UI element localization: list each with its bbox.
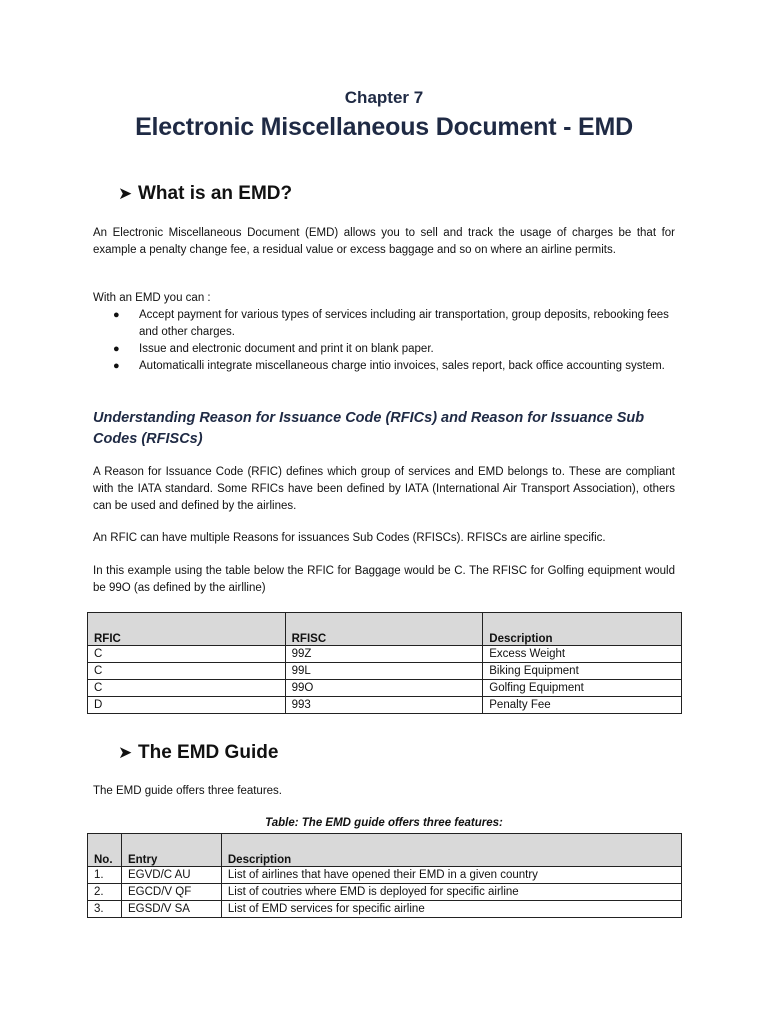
guide-intro-paragraph: The EMD guide offers three features. (93, 785, 282, 797)
table-cell: List of airlines that have opened their EMD in a given country (221, 867, 681, 884)
table-cell: EGSD/V SA (121, 901, 221, 918)
table-cell: EGCD/V QF (121, 884, 221, 901)
section-heading-text: The EMD Guide (138, 742, 279, 763)
table-row (88, 697, 682, 714)
feature-list (93, 307, 675, 375)
list-item-text: Automaticalli integrate miscellaneous charge intio invoices, sales report, back office accounting system. (139, 360, 665, 372)
rfisc-paragraph: An RFIC can have multiple Reasons for issuances Sub Codes (RFISCs). RFISCs are airline specific. (93, 532, 606, 544)
list-item (93, 358, 675, 375)
column-header: Description (483, 613, 682, 646)
table-cell: 1. (88, 867, 122, 884)
round-bullet-icon: ● (113, 360, 120, 372)
list-item (93, 307, 675, 341)
chapter-label: Chapter 7 (344, 88, 424, 107)
table-cell: Excess Weight (483, 646, 682, 663)
list-item-text: Accept payment for various types of services including air transportation, group deposits, rebooking fees and other charges. (139, 309, 669, 338)
table-header-row (88, 613, 682, 646)
table-cell: 3. (88, 901, 122, 918)
column-header: Entry (121, 834, 221, 867)
table-cell: 99Z (285, 646, 483, 663)
table-cell: Biking Equipment (483, 663, 682, 680)
section-heading-emd-guide (118, 742, 278, 764)
table-header-row (88, 834, 682, 867)
table-cell: 99O (285, 680, 483, 697)
table-cell: EGVD/C AU (121, 867, 221, 884)
table-cell: C (88, 646, 286, 663)
section-heading-text: What is an EMD? (138, 183, 293, 204)
list-item-text: Issue and electronic document and print it on blank paper. (139, 343, 434, 355)
round-bullet-icon: ● (113, 343, 120, 355)
column-header: No. (88, 834, 122, 867)
rfic-subheading: Understanding Reason for Issuance Code (RFICs) and Reason for Issuance Sub Codes (RFISCs) (93, 410, 645, 447)
table-cell: 993 (285, 697, 483, 714)
table-cell: 2. (88, 884, 122, 901)
table-cell: 99L (285, 663, 483, 680)
rfic-paragraph: A Reason for Issuance Code (RFIC) defines which group of services and EMD belongs to. These are compliant with the IATA standard. Some RFICs have been defined by IATA (International Air Transport Association), others can be used and defined by the airlines. (93, 466, 675, 512)
arrowhead-bullet-icon: ➤ (118, 184, 133, 203)
intro-paragraph: An Electronic Miscellaneous Document (EMD) allows you to sell and track the usage of charges be that for example a penalty change fee, a residual value or excess baggage and so on where an airline permits. (93, 227, 675, 256)
table-row (88, 663, 682, 680)
emd-guide-table (87, 833, 682, 918)
table-cell: Golfing Equipment (483, 680, 682, 697)
arrowhead-bullet-icon: ➤ (118, 743, 133, 762)
table-cell: D (88, 697, 286, 714)
table-row (88, 646, 682, 663)
section-heading-what-is-emd (118, 183, 292, 205)
example-paragraph: In this example using the table below the RFIC for Baggage would be C. The RFISC for Golfing equipment would be 99O (as defined by the airlline) (93, 565, 675, 594)
table-row (88, 680, 682, 697)
round-bullet-icon: ● (113, 309, 120, 321)
table-row (88, 884, 682, 901)
table-cell: C (88, 680, 286, 697)
rfic-table (87, 612, 682, 714)
column-header: Description (221, 834, 681, 867)
table-cell: Penalty Fee (483, 697, 682, 714)
table-caption: Table: The EMD guide offers three features: (265, 817, 503, 829)
column-header: RFISC (285, 613, 483, 646)
table-row (88, 867, 682, 884)
table-cell: C (88, 663, 286, 680)
lead-paragraph: With an EMD you can : (93, 292, 211, 304)
page-title: Electronic Miscellaneous Document - EMD (135, 113, 633, 141)
column-header: RFIC (88, 613, 286, 646)
table-cell: List of coutries where EMD is deployed for specific airline (221, 884, 681, 901)
table-cell: List of EMD services for specific airline (221, 901, 681, 918)
table-row (88, 901, 682, 918)
list-item (93, 341, 675, 358)
